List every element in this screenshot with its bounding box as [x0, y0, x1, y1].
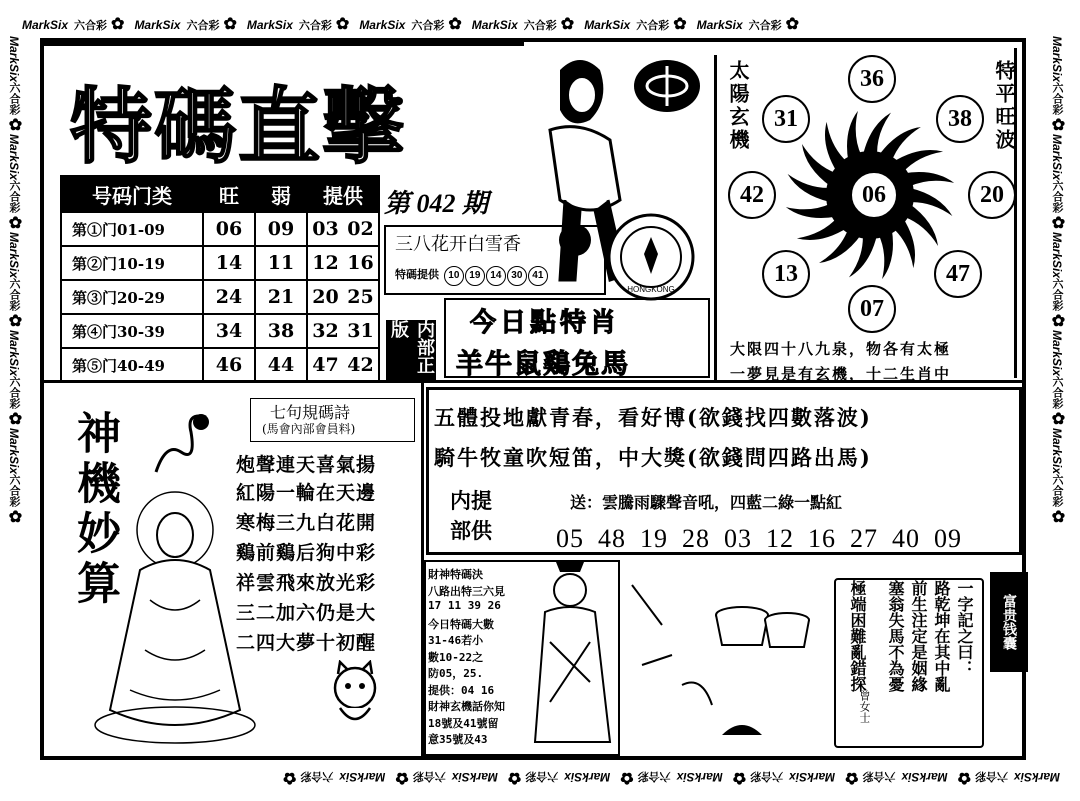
sun-right-label: 特平旺波: [992, 60, 1016, 152]
brand-text: MarkSix: [22, 18, 69, 32]
border-bottom: [16, 766, 1066, 788]
brand-sub: 六合彩: [1051, 376, 1063, 410]
god-illustration: [530, 562, 616, 752]
table-cell: 第⑤门40-49: [61, 348, 203, 382]
brand-text: MarkSix: [1050, 330, 1064, 377]
brand-sub: 六合彩: [974, 770, 1008, 782]
table-cell: 09: [255, 212, 307, 246]
page-title: 特碼直擊: [70, 79, 407, 175]
flower-icon: ✿: [6, 311, 23, 331]
special-number: 30: [507, 266, 527, 286]
flower-icon: ✿: [1049, 409, 1066, 429]
brand-sub: 六合彩: [8, 278, 20, 312]
border-right: [1047, 36, 1071, 766]
brand-sub: 六合彩: [8, 376, 20, 410]
flower-icon: ✿: [335, 16, 350, 33]
table-header: 提供: [307, 176, 379, 212]
seal-icon: [606, 212, 696, 302]
flower-icon: ✿: [560, 16, 575, 33]
internal-badge: 内部正版: [386, 320, 436, 380]
door-table: [60, 175, 380, 383]
sun-text-line: 一夢見是有玄機，十二生肖中: [730, 365, 952, 383]
flower-icon: ✿: [1049, 507, 1066, 527]
poem-subtitle: (馬會內部會員料): [262, 422, 356, 436]
scroll-column: 極端困難亂錯探: [848, 580, 867, 692]
guanyin-illustration: [90, 490, 260, 750]
flower-icon: ✿: [785, 16, 800, 33]
flower-icon: ✿: [620, 769, 634, 786]
brand-text: MarkSix: [7, 36, 21, 83]
god-line: 財神特碼決: [428, 568, 483, 581]
flower-icon: ✿: [6, 409, 23, 429]
number-item: 03: [724, 524, 752, 553]
poem-line: 紅陽一輪在天邊: [236, 482, 377, 504]
sun-number: 47: [934, 250, 982, 298]
god-line: 17 11 39 26: [428, 599, 501, 612]
table-cell: 11: [255, 246, 307, 280]
flower-icon: ✿: [6, 213, 23, 233]
table-cell: 47: [307, 348, 343, 382]
tips-label: 内提部供: [450, 488, 492, 543]
sun-number: 38: [936, 95, 984, 143]
brand-sub: 六合彩: [8, 82, 20, 116]
zodiac-animals: 羊牛鼠鷄兔馬: [456, 349, 630, 380]
sun-left-label: 太陽玄機: [726, 60, 750, 152]
top-rule: [44, 42, 524, 46]
middle-line: 五體投地獻青春，看好博(欲錢找四數落波): [434, 405, 872, 430]
number-item: 12: [766, 524, 794, 553]
number-item: 19: [640, 524, 668, 553]
table-row: [61, 280, 379, 314]
flower-icon: ✿: [957, 769, 971, 786]
flower-icon: ✿: [395, 769, 409, 786]
flower-icon: ✿: [111, 16, 125, 33]
brand-sub: 六合彩: [750, 770, 784, 782]
brand-sub: 六合彩: [186, 20, 220, 32]
flower-icon: ✿: [1049, 311, 1066, 331]
brand-sub: 六合彩: [1051, 278, 1063, 312]
zodiac-title: 今日點特肖: [470, 308, 621, 338]
send-text: 送：雲騰雨驟聲音吼，四藍二綠一點紅: [570, 493, 843, 512]
riddle-title: 三八花开白雪香: [395, 234, 521, 255]
issue-number: 第 042 期: [384, 189, 489, 218]
brand-sub: 六合彩: [1051, 474, 1063, 508]
table-row: [61, 212, 379, 246]
brand-sub: 六合彩: [411, 20, 445, 32]
bowls-illustration: [622, 565, 832, 755]
numbers-row: [556, 524, 976, 554]
cat-illustration: [320, 660, 390, 730]
scroll-column: 一字記之曰：: [955, 580, 974, 676]
flower-icon: ✿: [845, 769, 859, 786]
table-row: [61, 246, 379, 280]
table-row: [61, 348, 379, 382]
number-item: 05: [556, 524, 584, 553]
table-cell: 20: [307, 280, 343, 314]
table-header: 号码门类: [61, 176, 203, 212]
brand-text: MarkSix: [359, 18, 406, 32]
brand-text: MarkSix: [1050, 428, 1064, 475]
god-line: 數10-22之: [428, 650, 484, 664]
brand-sub: 六合彩: [862, 770, 896, 782]
flower-icon: ✿: [223, 16, 237, 33]
brand-sub: 六合彩: [8, 474, 20, 508]
table-cell: 24: [203, 280, 255, 314]
brand-text: MarkSix: [134, 18, 181, 32]
brand-sub: 六合彩: [298, 20, 332, 32]
table-cell: 16: [343, 246, 379, 280]
god-line: 今日特碼大數: [428, 617, 494, 631]
flower-icon: ✿: [6, 115, 23, 135]
special-number: 10: [444, 266, 464, 286]
poem-line: 炮聲連天喜氣揚: [236, 454, 377, 476]
god-line: 意35號及43: [428, 733, 488, 746]
table-cell: 第①门01-09: [61, 212, 203, 246]
sun-text-line: 大限四十八九泉，物各有太極: [730, 340, 952, 358]
sun-center-number: 06: [850, 171, 898, 219]
poem-line: 鷄前鷄后狗中彩: [236, 542, 377, 564]
scroll-column: 路乾坤在其中亂: [932, 580, 951, 692]
brand-text: MarkSix: [789, 770, 836, 784]
special-number: 14: [486, 266, 506, 286]
brand-text: MarkSix: [696, 18, 743, 32]
sun-text: [730, 337, 951, 387]
brand-sub: 六合彩: [1051, 180, 1063, 214]
brand-sub: 六合彩: [300, 770, 334, 782]
brand-text: MarkSix: [246, 18, 293, 32]
special-number: 19: [465, 266, 485, 286]
flower-icon: ✿: [1049, 213, 1066, 233]
number-item: 48: [598, 524, 626, 553]
table-cell: 38: [255, 314, 307, 348]
border-left: [4, 36, 28, 766]
flower-icon: ✿: [732, 769, 747, 786]
brand-text: MarkSix: [564, 770, 611, 784]
brand-text: MarkSix: [584, 18, 631, 32]
table-cell: 06: [203, 212, 255, 246]
table-cell: 44: [255, 348, 307, 382]
sun-number: 20: [968, 171, 1016, 219]
sun-number: 42: [728, 171, 776, 219]
god-line: 18號及41號留: [428, 716, 499, 730]
poem-line: 寒梅三九白花開: [236, 512, 377, 534]
flower-icon: ✿: [673, 16, 687, 33]
brand-text: MarkSix: [451, 770, 498, 784]
special-number: 41: [528, 266, 548, 286]
god-line: 八路出特三六見: [428, 584, 505, 598]
flower-icon: ✿: [448, 16, 462, 33]
brand-text: MarkSix: [7, 330, 21, 377]
shenji-title: 神機妙算: [69, 410, 120, 610]
flower-icon: ✿: [6, 507, 23, 527]
poem-line: 三二加六仍是大: [236, 602, 377, 624]
brand-text: MarkSix: [1013, 770, 1060, 784]
table-cell: 14: [203, 246, 255, 280]
sun-number: 31: [762, 95, 810, 143]
table-header: 弱: [255, 176, 307, 212]
god-line: 防05，25.: [428, 667, 484, 680]
table-cell: 42: [343, 348, 379, 382]
table-cell: 02: [343, 212, 379, 246]
brand-text: MarkSix: [339, 770, 386, 784]
divider-vertical: [714, 55, 717, 380]
brand-text: MarkSix: [7, 428, 21, 475]
table-cell: 32: [307, 314, 343, 348]
number-item: 09: [934, 524, 962, 553]
sun-number: 07: [848, 285, 896, 333]
dragon-illustration: [146, 402, 216, 482]
brand-text: MarkSix: [7, 232, 21, 279]
brand-text: MarkSix: [1050, 36, 1064, 83]
poem-title: 七句規碼詩: [270, 403, 351, 422]
scroll-column: 前生注定是姻緣: [909, 580, 928, 692]
special-label: 特碼提供: [395, 268, 439, 281]
god-line: 財神玄機話你知: [428, 700, 505, 713]
poem-line: 二四大夢十初醒: [236, 632, 377, 654]
brand-text: MarkSix: [7, 134, 21, 181]
table-cell: 21: [255, 280, 307, 314]
brand-sub: 六合彩: [525, 770, 559, 782]
number-item: 16: [808, 524, 836, 553]
table-cell: 第④门30-39: [61, 314, 203, 348]
brand-text: MarkSix: [471, 18, 518, 32]
middle-line: 騎牛牧童吹短笛，中大獎(欲錢問四路出馬): [434, 445, 872, 470]
brand-text: MarkSix: [1050, 232, 1064, 279]
flower-icon: ✿: [507, 769, 522, 786]
scroll-signer: 曾女士: [858, 690, 871, 723]
brand-text: MarkSix: [1050, 134, 1064, 181]
sun-number: 36: [848, 55, 896, 103]
table-cell: 31: [343, 314, 379, 348]
brand-sub: 六合彩: [523, 20, 557, 32]
brand-sub: 六合彩: [748, 20, 782, 32]
brand-sub: 六合彩: [412, 770, 446, 782]
table-cell: 12: [307, 246, 343, 280]
table-row: [61, 314, 379, 348]
sun-number: 13: [762, 250, 810, 298]
poem-line: 祥雲飛來放光彩: [236, 572, 377, 594]
seal-text: HONGKONG: [627, 285, 675, 294]
table-cell: 03: [307, 212, 343, 246]
flower-icon: ✿: [282, 769, 297, 786]
brand-sub: 六合彩: [637, 770, 671, 782]
god-line: 提供：04 16: [428, 683, 495, 697]
table-cell: 25: [343, 280, 379, 314]
table-header: 旺: [203, 176, 255, 212]
table-cell: 46: [203, 348, 255, 382]
logo-emblem-icon: [632, 58, 702, 114]
table-cell: 第③门20-29: [61, 280, 203, 314]
god-line: 31-46若小: [428, 634, 484, 647]
number-item: 28: [682, 524, 710, 553]
flower-icon: ✿: [1049, 115, 1066, 135]
border-top: [16, 14, 1066, 36]
scroll-column: 塞翁失馬不為憂: [886, 580, 905, 692]
brand-text: MarkSix: [901, 770, 948, 784]
brand-sub: 六合彩: [8, 180, 20, 214]
brand-sub: 六合彩: [74, 20, 108, 32]
table-cell: 34: [203, 314, 255, 348]
brand-sub: 六合彩: [636, 20, 670, 32]
money-bag-badge: 富贵钱囊: [990, 572, 1028, 672]
number-item: 27: [850, 524, 878, 553]
brand-text: MarkSix: [676, 770, 723, 784]
number-item: 40: [892, 524, 920, 553]
brand-sub: 六合彩: [1051, 82, 1063, 116]
table-cell: 第②门10-19: [61, 246, 203, 280]
